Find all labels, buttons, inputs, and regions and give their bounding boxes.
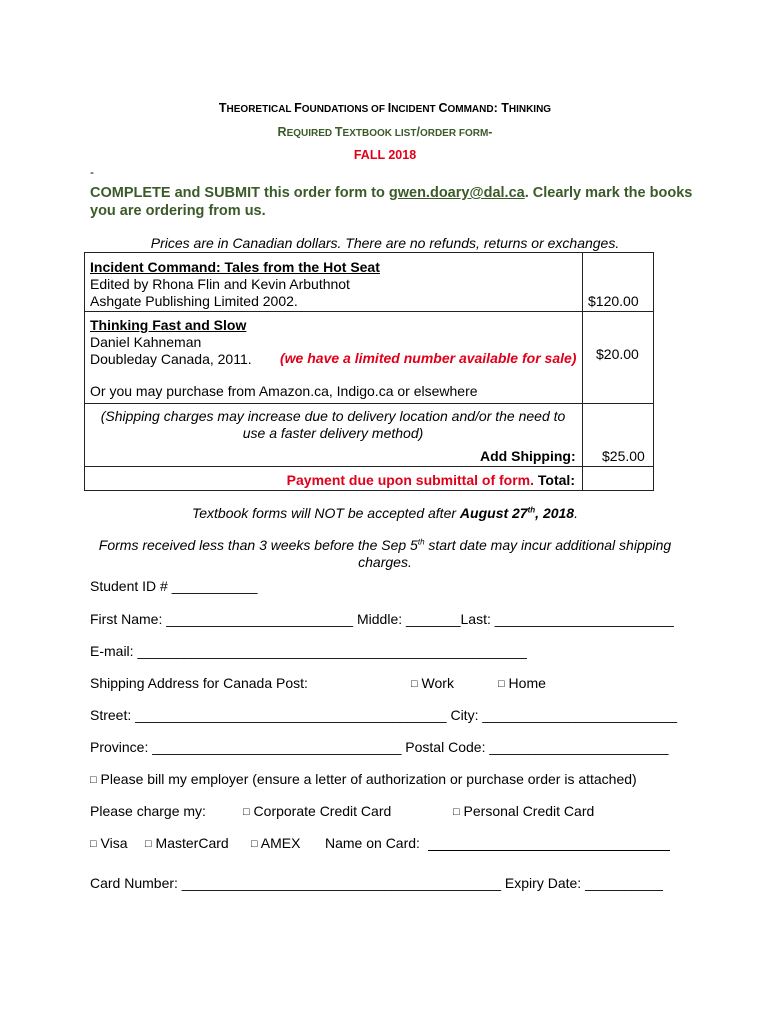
book-2-price: $20.00: [596, 346, 639, 362]
student-id-field[interactable]: Student ID # ___________: [90, 578, 258, 594]
shipping-note-line1: (Shipping charges may increase due to delivery location and/or the need to: [100, 408, 566, 424]
work-checkbox[interactable]: □ Work: [411, 675, 454, 691]
table-divider-3: [84, 466, 654, 467]
form-title: THEORETICAL FOUNDATIONS OF INCIDENT COMMAND: THINKING: [218, 101, 552, 115]
book-2-title: Thinking Fast and Slow: [90, 317, 247, 333]
street-city-fields[interactable]: Street: ________________________________________ City: _________________________: [90, 707, 678, 723]
home-checkbox[interactable]: □ Home: [498, 675, 546, 691]
book-1-price: $120.00: [588, 293, 639, 309]
late-submission-note-line2: charges.: [358, 554, 412, 570]
checkbox-icon: □: [498, 678, 505, 690]
visa-checkbox[interactable]: □ Visa: [90, 835, 128, 851]
personal-card-checkbox[interactable]: □ Personal Credit Card: [453, 803, 595, 819]
book-1-editor: Edited by Rhona Flin and Kevin Arbuthnot: [90, 276, 350, 292]
name-fields[interactable]: First Name: ________________________ Middle: _______Last: _______________________: [90, 611, 674, 627]
instructions-line1: COMPLETE and SUBMIT this order form to gwen.doary@dal.ca. Clearly mark the books: [90, 185, 693, 201]
book-2-availability-note: (we have a limited number available for sale): [280, 350, 577, 366]
late-submission-note-line1: Forms received less than 3 weeks before the Sep 5th start date may incur additional shipping: [98, 537, 672, 553]
name-on-card-label: Name on Card:: [325, 835, 420, 851]
shipping-address-label: Shipping Address for Canada Post:: [90, 675, 308, 691]
province-postal-fields[interactable]: Province: ________________________________ Postal Code: _______________________: [90, 739, 669, 755]
table-column-divider: [582, 252, 583, 491]
shipping-price: $25.00: [602, 448, 645, 464]
payment-total-row: Payment due upon submittal of form. Total:: [286, 472, 575, 488]
checkbox-icon: □: [453, 806, 460, 818]
dash-mark: -: [90, 165, 94, 179]
amex-checkbox[interactable]: □ AMEX: [251, 835, 301, 851]
book-1-title: Incident Command: Tales from the Hot Seat: [90, 259, 380, 275]
table-divider-1: [84, 311, 654, 312]
mastercard-checkbox[interactable]: □ MasterCard: [145, 835, 229, 851]
checkbox-icon: □: [90, 838, 97, 850]
purchase-elsewhere-note: Or you may purchase from Amazon.ca, Indigo.ca or elsewhere: [90, 383, 478, 399]
shipping-note-line2: use a faster delivery method): [242, 425, 424, 441]
add-shipping-label: Add Shipping:: [480, 448, 576, 464]
table-divider-2: [84, 403, 654, 404]
checkbox-icon: □: [90, 774, 97, 786]
email-field[interactable]: E-mail: __________________________________________________: [90, 643, 527, 659]
corporate-card-checkbox[interactable]: □ Corporate Credit Card: [243, 803, 392, 819]
instructions-line2: you are ordering from us.: [90, 203, 266, 219]
checkbox-icon: □: [145, 838, 152, 850]
deadline-note: Textbook forms will NOT be accepted after August 27th, 2018.: [191, 505, 578, 521]
book-2-author: Daniel Kahneman: [90, 334, 202, 350]
checkbox-icon: □: [251, 838, 258, 850]
form-subtitle: REQUIRED TEXTBOOK LIST/ORDER FORM-: [277, 125, 493, 139]
table-border-left: [84, 252, 85, 491]
table-border-top: [84, 252, 654, 253]
book-1-publisher: Ashgate Publishing Limited 2002.: [90, 293, 298, 309]
table-border-right: [653, 252, 654, 491]
please-charge-label: Please charge my:: [90, 803, 206, 819]
table-border-bottom: [84, 490, 654, 491]
prices-note: Prices are in Canadian dollars. There are no refunds, returns or exchanges.: [150, 235, 620, 251]
checkbox-icon: □: [411, 678, 418, 690]
book-2-publisher: Doubleday Canada, 2011.: [90, 351, 252, 367]
form-term: FALL 2018: [353, 148, 417, 162]
name-on-card-line[interactable]: [428, 850, 670, 851]
card-number-expiry-fields[interactable]: Card Number: _________________________________________ Expiry Date: __________: [90, 875, 663, 891]
email-link[interactable]: gwen.doary@dal.ca: [388, 185, 525, 201]
checkbox-icon: □: [243, 806, 250, 818]
bill-employer-checkbox[interactable]: □ Please bill my employer (ensure a letter of authorization or purchase order is attached): [90, 771, 637, 787]
